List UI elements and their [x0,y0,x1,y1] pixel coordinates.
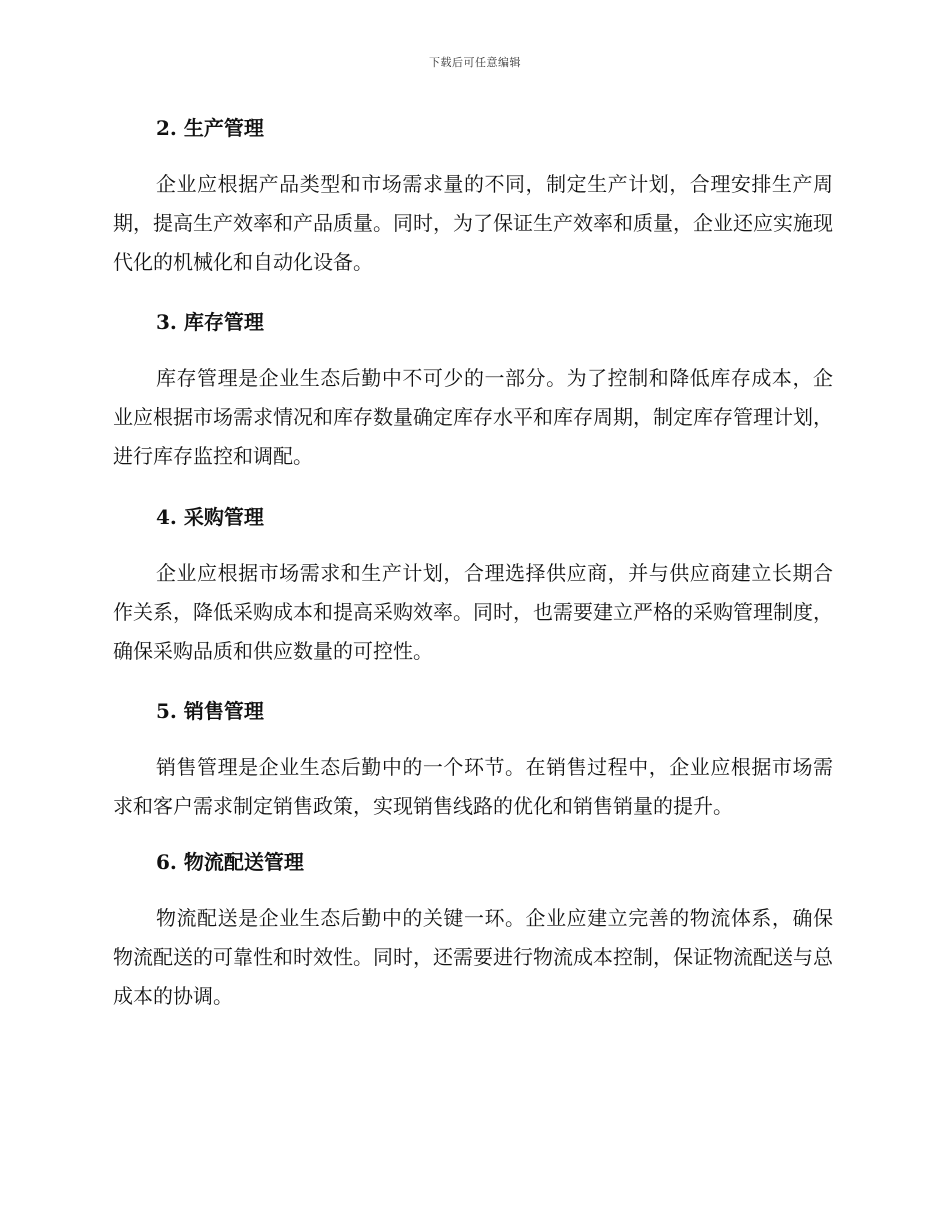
section-production [113,113,833,282]
section-sales [113,696,833,826]
section-heading: 3. 库存管理 [156,310,264,334]
section-paragraph: 企业应根据市场需求和生产计划，合理选择供应商，并与供应商建立长期合作关系，降低采购成本和提高采购效率。同时，也需要建立严格的采购管理制度，确保采购品质和供应数量的可控性。 [113,561,833,663]
section-paragraph: 企业应根据产品类型和市场需求量的不同，制定生产计划，合理安排生产周期，提高生产效率和产品质量。同时，为了保证生产效率和质量，企业还应实施现代化的机械化和自动化设备。 [113,172,833,274]
section-heading: 2. 生产管理 [156,116,264,140]
section-paragraph: 物流配送是企业生态后勤中的关键一环。企业应建立完善的物流体系，确保物流配送的可靠性和时效性。同时，还需要进行物流成本控制，保证物流配送与总成本的协调。 [113,906,833,1008]
section-heading: 5. 销售管理 [156,699,264,723]
section-inventory [113,307,833,476]
section-paragraph: 库存管理是企业生态后勤中不可少的一部分。为了控制和降低库存成本，企业应根据市场需求情况和库存数量确定库存水平和库存周期，制定库存管理计划，进行库存监控和调配。 [113,366,833,468]
section-heading: 6. 物流配送管理 [156,850,304,874]
section-heading: 4. 采购管理 [156,505,264,529]
section-logistics [113,847,833,1016]
page-header: 下载后可任意编辑 [429,56,521,69]
section-procurement [113,502,833,671]
section-paragraph: 销售管理是企业生态后勤中的一个环节。在销售过程中，企业应根据市场需求和客户需求制定销售政策，实现销售线路的优化和销售销量的提升。 [113,755,833,818]
